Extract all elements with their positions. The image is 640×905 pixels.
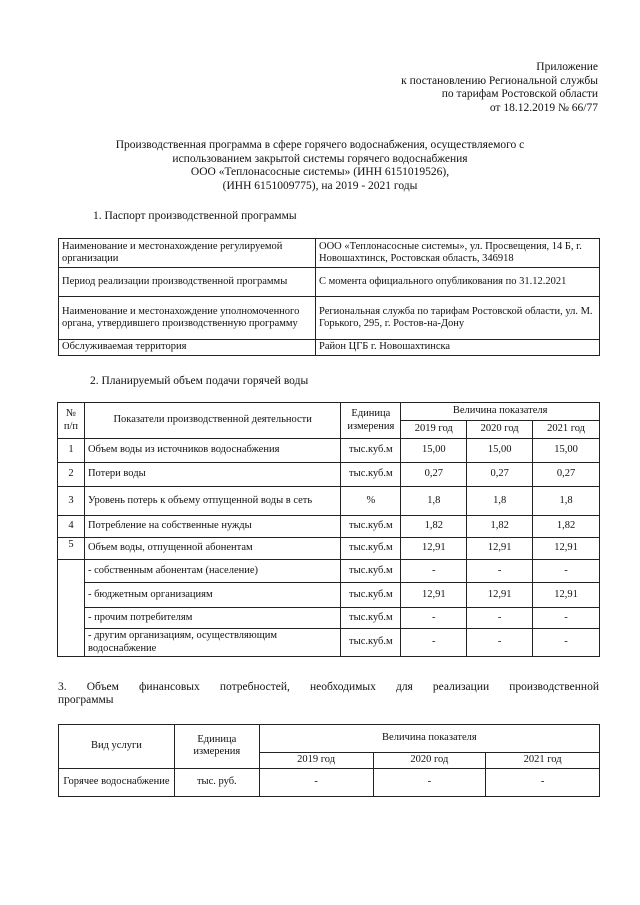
- row-num: 1: [58, 439, 85, 463]
- col-2021-header: 2021 год: [533, 421, 600, 439]
- table-subrow: [58, 560, 600, 583]
- subrow-name: - другим организациям, осуществляющим водоснабжение: [84, 629, 340, 657]
- table-row: [59, 239, 600, 268]
- row-value-2021: 15,00: [533, 439, 600, 463]
- subrow-value-2020: 12,91: [467, 583, 533, 608]
- row-num: 4: [58, 516, 85, 538]
- approval-block: [401, 61, 598, 115]
- row-num: 5: [58, 538, 85, 560]
- row-num-empty: [58, 560, 85, 657]
- subrow-value-2019: -: [401, 608, 467, 629]
- subrow-value-2021: 12,91: [533, 583, 600, 608]
- service-value-2019: -: [259, 768, 373, 796]
- row-value-2019: 0,27: [401, 463, 467, 487]
- col-value-header: Величина показателя: [259, 725, 599, 753]
- document-title: [40, 139, 600, 193]
- approval-line: по тарифам Ростовской области: [441, 88, 598, 100]
- row-value-2021: 0,27: [533, 463, 600, 487]
- subrow-value-2020: -: [467, 608, 533, 629]
- table-row: [58, 516, 600, 538]
- row-name: Объем воды из источников водоснабжения: [84, 439, 340, 463]
- table-row: [58, 439, 600, 463]
- passport-label: Наименование и местонахождение регулируемой организации: [59, 239, 316, 268]
- title-line: использованием закрытой системы горячего водоснабжения: [172, 152, 468, 165]
- row-unit: тыс.куб.м: [341, 463, 401, 487]
- subrow-value-2021: -: [533, 560, 600, 583]
- subrow-value-2019: 12,91: [401, 583, 467, 608]
- row-value-2021: 1,8: [533, 487, 600, 516]
- row-value-2019: 12,91: [401, 538, 467, 560]
- passport-value: ООО «Теплонасосные системы», ул. Просвещения, 14 Б, г. Новошахтинск, Ростовская область, 346918: [316, 239, 600, 268]
- passport-label: Период реализации производственной программы: [59, 268, 316, 297]
- subrow-unit: тыс.куб.м: [341, 608, 401, 629]
- row-value-2020: 1,8: [467, 487, 533, 516]
- subrow-value-2019: -: [401, 560, 467, 583]
- col-2019-header: 2019 год: [401, 421, 467, 439]
- col-2021-header: 2021 год: [486, 753, 600, 769]
- subrow-unit: тыс.куб.м: [341, 583, 401, 608]
- table-header-row: [58, 403, 600, 421]
- row-unit: %: [341, 487, 401, 516]
- row-value-2020: 0,27: [467, 463, 533, 487]
- subrow-name: - бюджетным организациям: [84, 583, 340, 608]
- row-value-2019: 1,82: [401, 516, 467, 538]
- subrow-value-2020: -: [467, 629, 533, 657]
- col-num-header: № п/п: [58, 403, 85, 439]
- passport-label: Обслуживаемая территория: [59, 340, 316, 356]
- col-indicator-header: Показатели производственной деятельности: [84, 403, 340, 439]
- service-name: Горячее водоснабжение: [59, 768, 175, 796]
- title-line: (ИНН 6151009775), на 2019 - 2021 годы: [222, 179, 418, 192]
- col-2020-header: 2020 год: [373, 753, 486, 769]
- passport-value: Район ЦГБ г. Новошахтинска: [316, 340, 600, 356]
- row-value-2021: 1,82: [533, 516, 600, 538]
- table-row: [59, 340, 600, 356]
- table-row: [58, 538, 600, 560]
- col-unit-header: Единица измерения: [174, 725, 259, 769]
- approval-line: к постановлению Региональной службы: [401, 74, 598, 87]
- col-unit-header: Единица измерения: [341, 403, 401, 439]
- row-num: 3: [58, 487, 85, 516]
- passport-table: [58, 238, 600, 356]
- section-2-heading: 2. Планируемый объем подачи горячей воды: [90, 375, 309, 387]
- col-2019-header: 2019 год: [259, 753, 373, 769]
- table-subrow: [58, 583, 600, 608]
- table-subrow: [58, 629, 600, 657]
- passport-value: Региональная служба по тарифам Ростовской области, ул. М. Горького, 295, г. Ростов-на-Дону: [316, 297, 600, 340]
- row-name: Объем воды, отпущенной абонентам: [84, 538, 340, 560]
- row-name: Уровень потерь к объему отпущенной воды в сеть: [84, 487, 340, 516]
- table-row: [59, 297, 600, 340]
- row-value-2019: 15,00: [401, 439, 467, 463]
- row-value-2020: 12,91: [467, 538, 533, 560]
- table-row: [58, 463, 600, 487]
- table-row: [58, 487, 600, 516]
- table-row: [59, 768, 600, 796]
- row-value-2021: 12,91: [533, 538, 600, 560]
- title-line: Производственная программа в сфере горячего водоснабжения, осуществляемого с: [115, 139, 525, 151]
- table-header-row: [59, 725, 600, 753]
- subrow-value-2020: -: [467, 560, 533, 583]
- row-name: Потери воды: [84, 463, 340, 487]
- section-3-heading-cont: программы: [58, 694, 114, 706]
- service-value-2020: -: [373, 768, 486, 796]
- row-unit: тыс.куб.м: [341, 538, 401, 560]
- water-supply-table: [57, 402, 600, 657]
- approval-line: Приложение: [536, 61, 598, 73]
- passport-label: Наименование и местонахождение уполномоченного органа, утвердившего производственную программу: [59, 297, 316, 340]
- approval-line: от 18.12.2019 № 66/77: [489, 101, 598, 114]
- service-value-2021: -: [486, 768, 600, 796]
- section-3-heading: 3. Объем финансовых потребностей, необходимых для реализации производственной: [58, 681, 599, 693]
- table-subrow: [58, 608, 600, 629]
- subrow-value-2021: -: [533, 629, 600, 657]
- subrow-name: - прочим потребителям: [84, 608, 340, 629]
- col-2020-header: 2020 год: [467, 421, 533, 439]
- finance-table: [58, 724, 600, 797]
- row-value-2019: 1,8: [401, 487, 467, 516]
- subrow-unit: тыс.куб.м: [341, 560, 401, 583]
- subrow-value-2019: -: [401, 629, 467, 657]
- title-line: ООО «Теплонасосные системы» (ИНН 6151019526),: [190, 166, 450, 178]
- row-unit: тыс.куб.м: [341, 439, 401, 463]
- row-num: 2: [58, 463, 85, 487]
- col-value-header: Величина показателя: [401, 403, 600, 421]
- row-name: Потребление на собственные нужды: [84, 516, 340, 538]
- section-1-heading: 1. Паспорт производственной программы: [93, 210, 297, 222]
- passport-value: С момента официального опубликования по 31.12.2021: [316, 268, 600, 297]
- row-value-2020: 1,82: [467, 516, 533, 538]
- table-row: [59, 268, 600, 297]
- row-unit: тыс.куб.м: [341, 516, 401, 538]
- col-service-header: Вид услуги: [59, 725, 175, 769]
- subrow-name: - собственным абонентам (население): [84, 560, 340, 583]
- subrow-unit: тыс.куб.м: [341, 629, 401, 657]
- row-value-2020: 15,00: [467, 439, 533, 463]
- subrow-value-2021: -: [533, 608, 600, 629]
- service-unit: тыс. руб.: [174, 768, 259, 796]
